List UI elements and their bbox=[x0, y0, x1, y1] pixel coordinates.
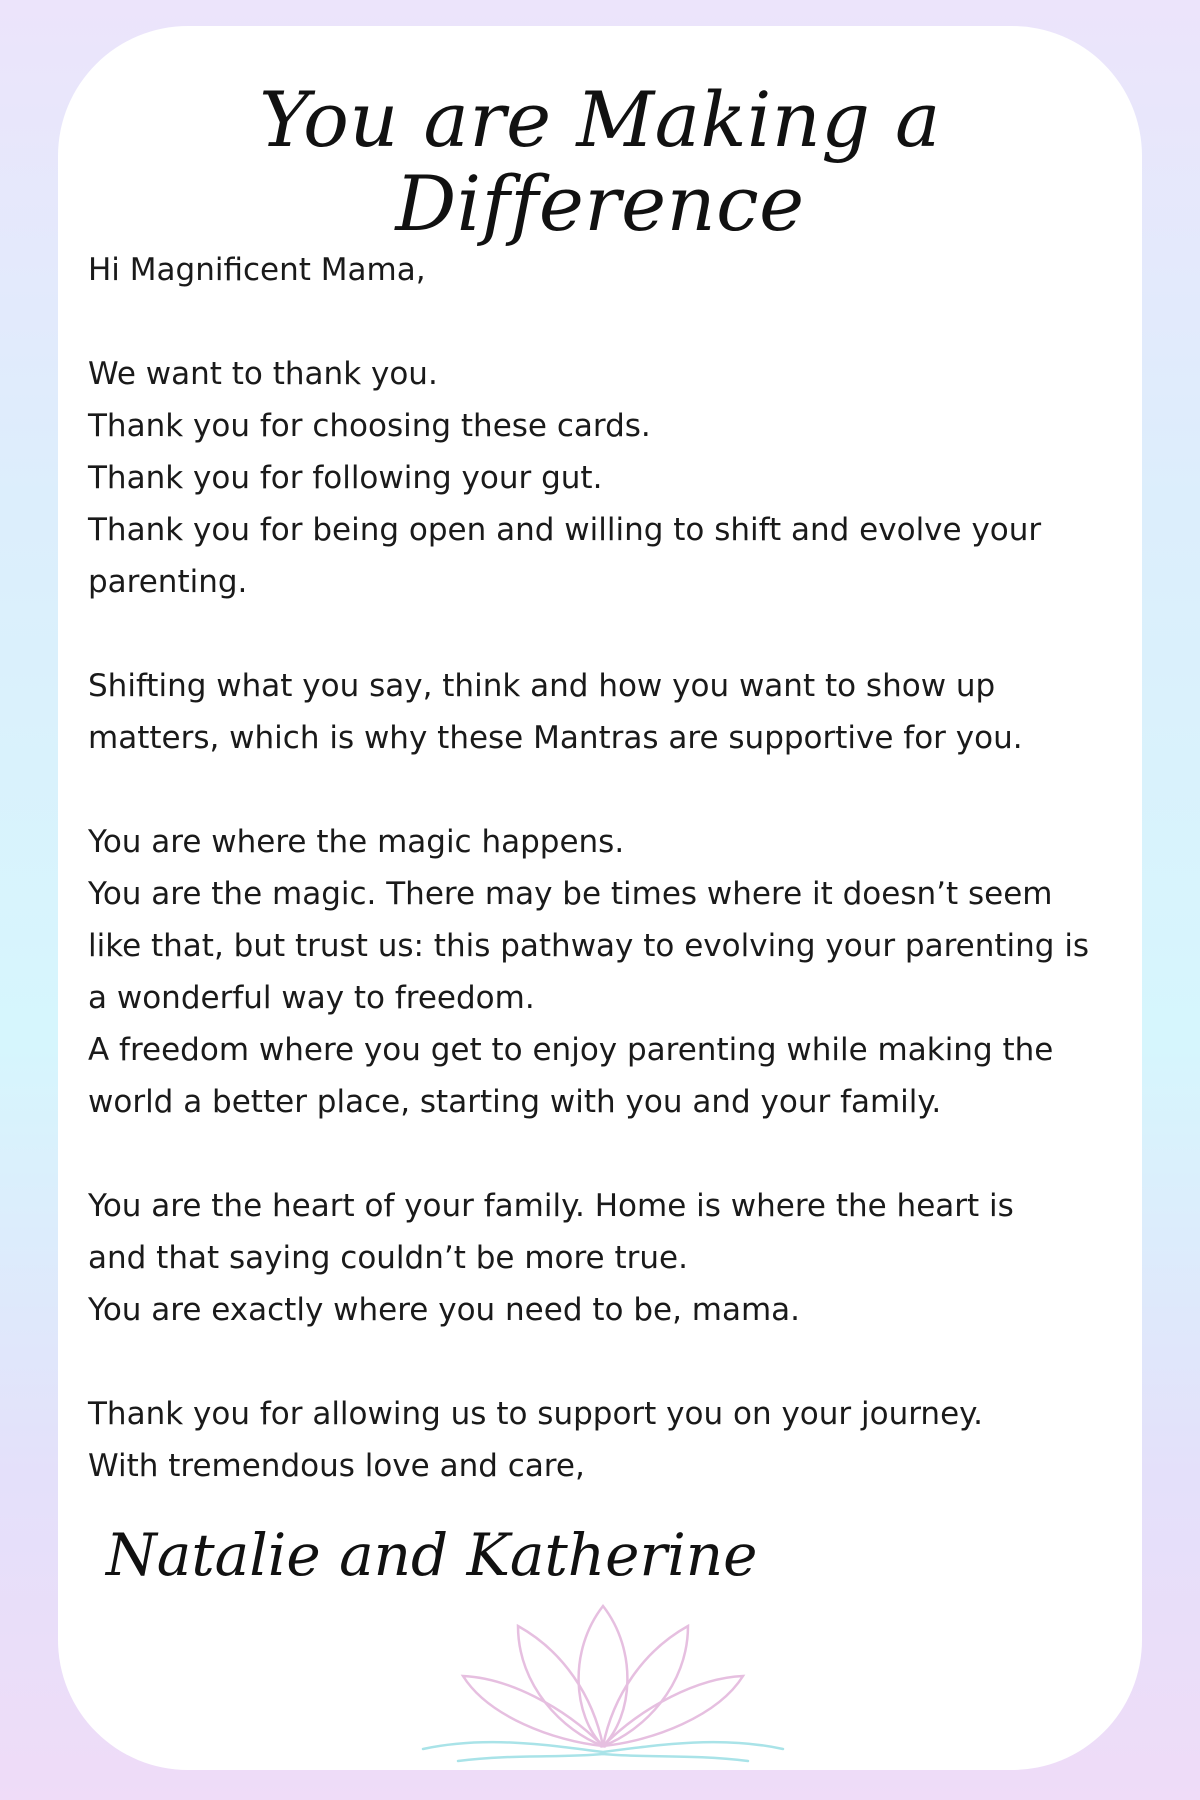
letter-line: With tremendous love and care, bbox=[88, 1448, 585, 1484]
letter-line: parenting. bbox=[88, 564, 248, 600]
letter-line: A freedom where you get to enjoy parenting while making the bbox=[88, 1032, 1054, 1068]
spacer bbox=[88, 1128, 1128, 1180]
letter-line: and that saying couldn’t be more true. bbox=[88, 1240, 688, 1276]
letter-line: like that, but trust us: this pathway to evolving your parenting is bbox=[88, 928, 1090, 964]
letter-line: Thank you for being open and willing to shift and evolve your bbox=[88, 512, 1042, 548]
spacer bbox=[88, 296, 1128, 348]
letter-line: Thank you for choosing these cards. bbox=[88, 408, 651, 444]
spacer bbox=[88, 764, 1128, 816]
greeting: Hi Magnificent Mama, bbox=[88, 252, 426, 288]
letter-card bbox=[58, 26, 1142, 1770]
spacer bbox=[88, 608, 1128, 660]
letter-line: You are the magic. There may be times where it doesn’t seem bbox=[88, 876, 1053, 912]
letter-line: a wonderful way to freedom. bbox=[88, 980, 535, 1016]
letter-line: Thank you for following your gut. bbox=[88, 460, 603, 496]
letter-line: matters, which is why these Mantras are supportive for you. bbox=[88, 720, 1023, 756]
lotus-icon bbox=[403, 1566, 803, 1766]
letter-line: Thank you for allowing us to support you on your journey. bbox=[88, 1396, 983, 1432]
page-title: You are Making a Difference bbox=[259, 75, 941, 248]
letter-line: world a better place, starting with you and your family. bbox=[88, 1084, 942, 1120]
spacer bbox=[88, 1336, 1128, 1388]
letter-line: We want to thank you. bbox=[88, 356, 438, 392]
signature: Natalie and Katherine bbox=[106, 1521, 758, 1589]
letter-line: You are where the magic happens. bbox=[88, 824, 625, 860]
letter-line: Shifting what you say, think and how you want to show up bbox=[88, 668, 996, 704]
letter-body bbox=[88, 244, 1128, 1492]
letter-line: You are exactly where you need to be, mama. bbox=[88, 1292, 801, 1328]
letter-line: You are the heart of your family. Home is where the heart is bbox=[88, 1188, 1014, 1224]
